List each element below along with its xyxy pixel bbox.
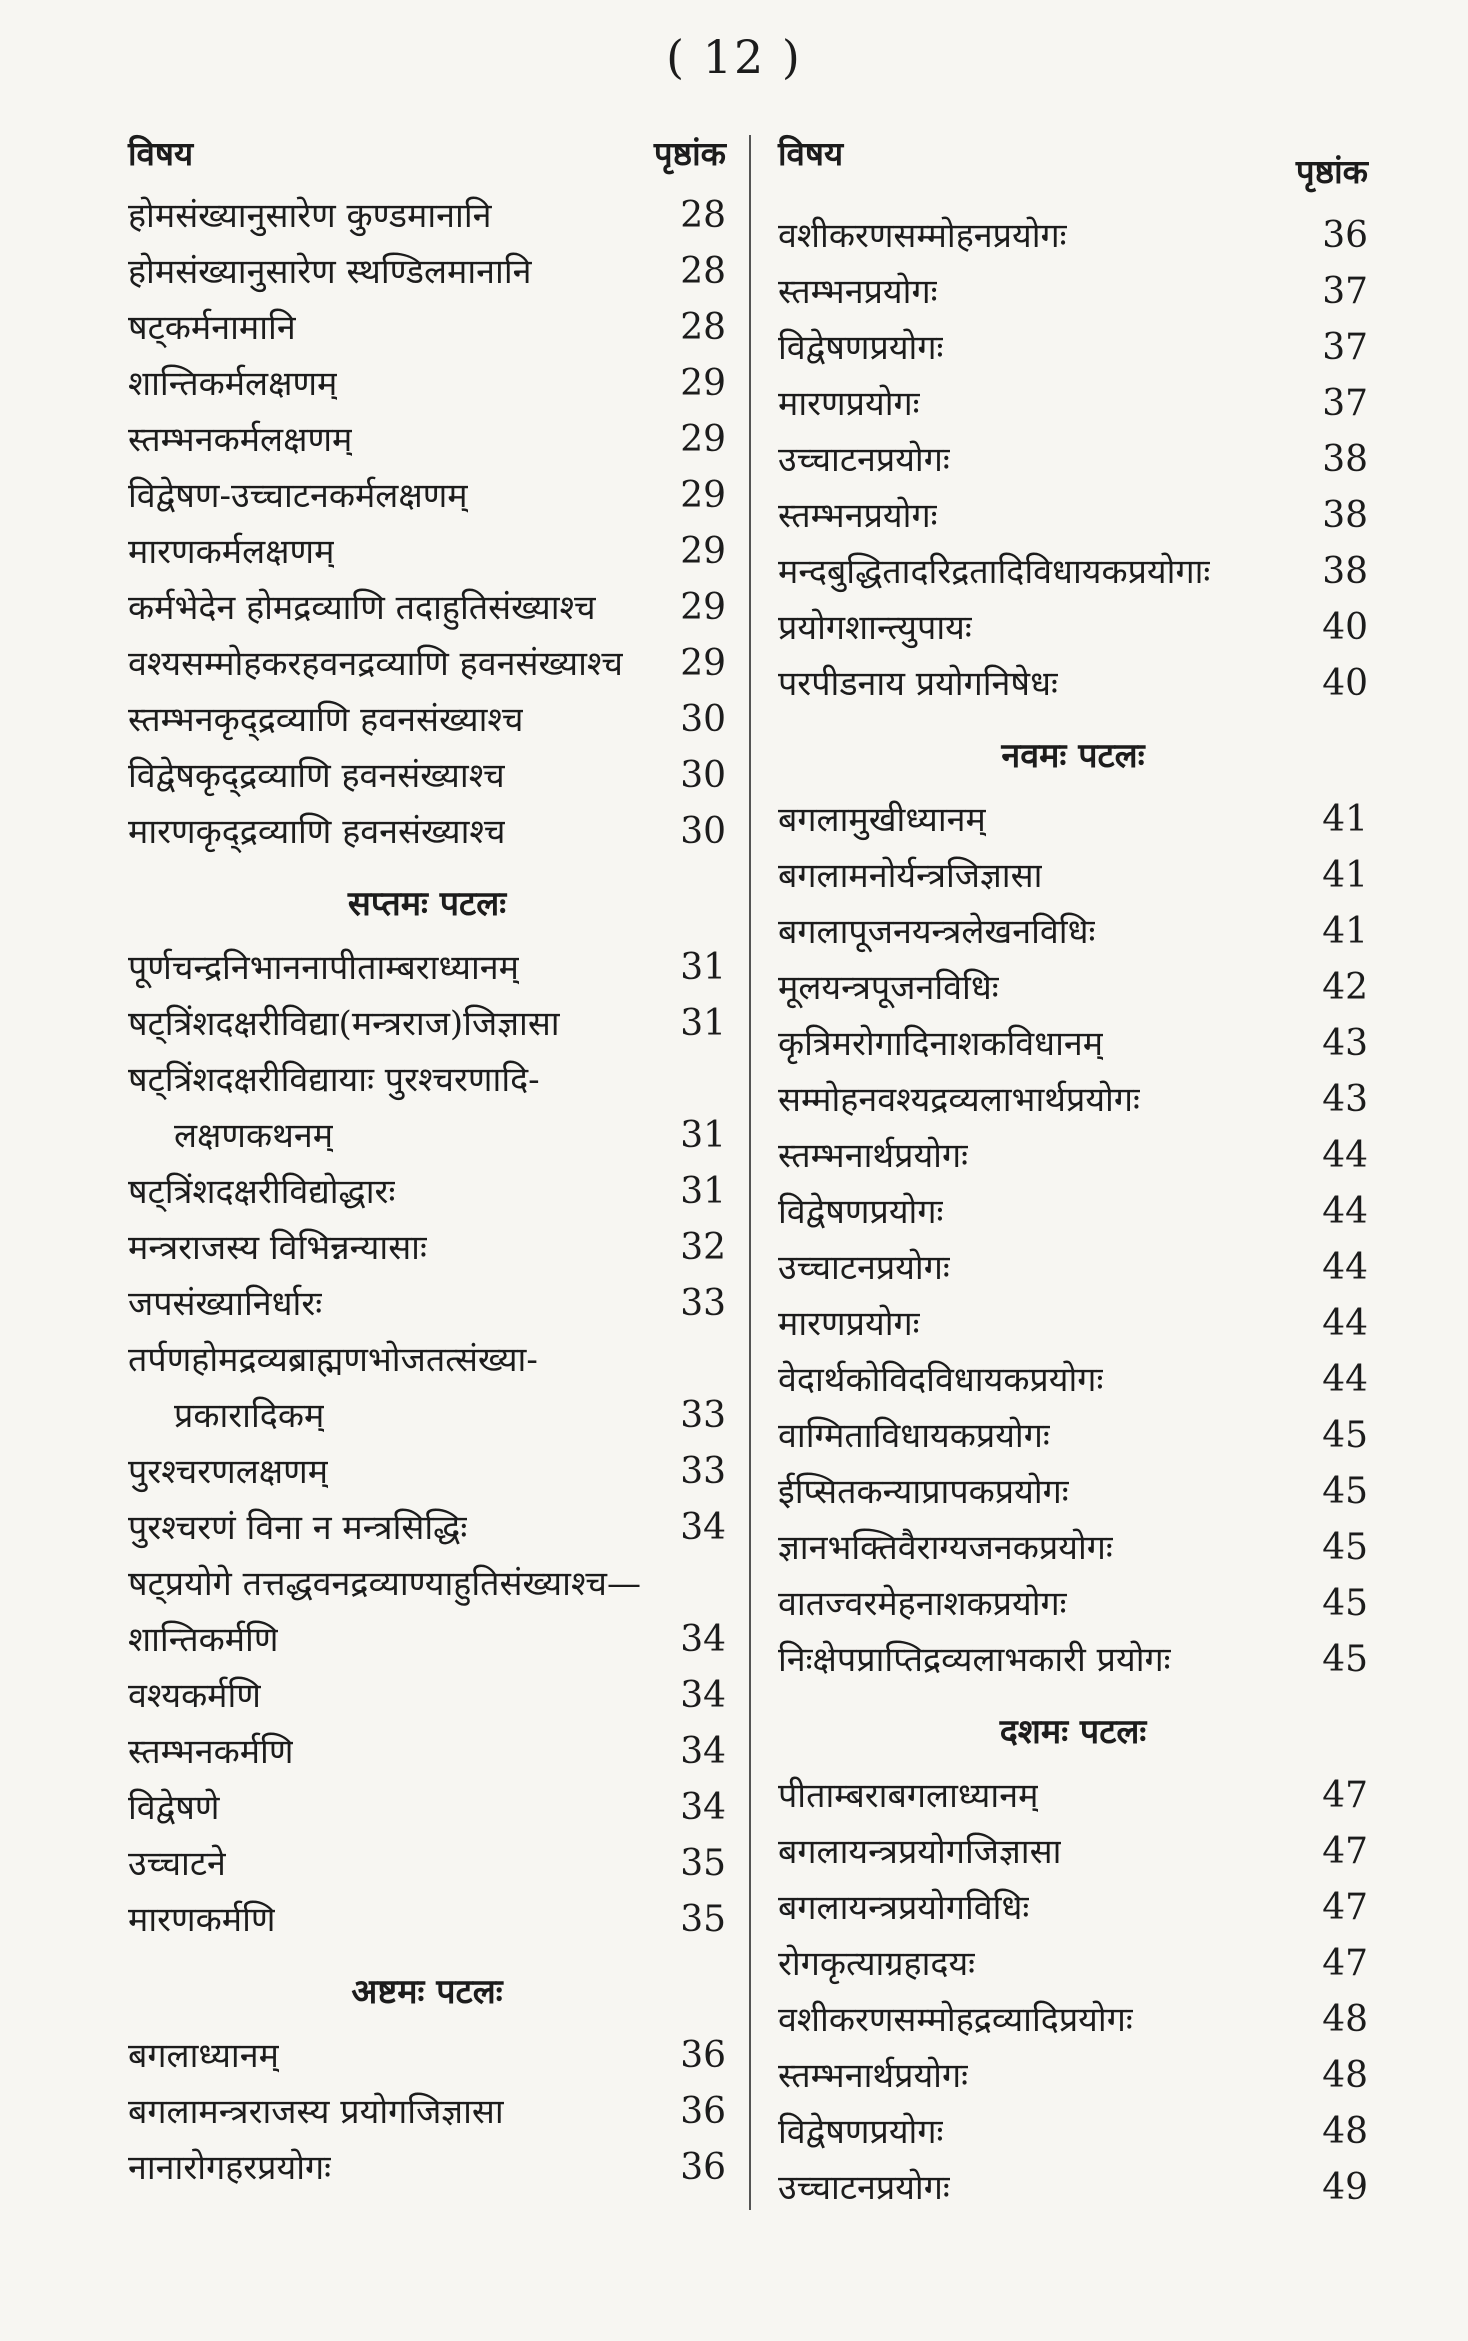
entry-page-number: 45 [1322,1639,1368,1680]
entry-title: स्तम्भनप्रयोगः [778,272,938,312]
toc-entry [128,1108,726,1164]
subject-heading: विषय [778,134,844,173]
entry-page-number: 30 [680,699,726,740]
toc-entry [128,300,726,356]
toc-entry [128,940,726,996]
entry-title: ज्ञानभक्तिवैराग्यजनकप्रयोगः [778,1528,1113,1568]
entry-title: पूर्णचन्द्रनिभाननापीताम्बराध्यानम् [128,948,519,988]
entry-page-number: 44 [1322,1135,1368,1176]
entry-title: मूलयन्त्रपूजनविधिः [778,968,999,1008]
section-heading: अष्टमः पटलः [351,1972,503,2012]
entry-title: षट्त्रिंशदक्षरीविद्यायाः पुरश्चरणादि- [128,1060,540,1100]
entry-page-number: 45 [1322,1583,1368,1624]
entry-page-number: 34 [680,1619,726,1660]
entry-title: मन्दबुद्धितादरिद्रतादिविधायकप्रयोगाः [778,552,1211,592]
entry-page-number: 45 [1322,1415,1368,1456]
entry-title: षट्त्रिंशदक्षरीविद्योद्धारः [128,1172,396,1212]
entry-page-number: 29 [680,363,726,404]
entry-page-number: 28 [680,195,726,236]
entry-page-number: 29 [680,419,726,460]
toc-entry [778,1184,1368,1240]
toc-entry [128,1332,726,1388]
entry-title: वशीकरणसम्मोहनप्रयोगः [778,216,1067,256]
entry-title: मारणकर्मलक्षणम् [128,532,335,572]
entry-page-number: 44 [1322,1303,1368,1344]
entry-title: विद्वेषणप्रयोगः [778,2112,944,2152]
entry-page-number: 28 [680,307,726,348]
entry-title: जपसंख्यानिर्धारः [128,1284,323,1324]
entry-title: प्रयोगशान्त्युपायः [778,608,972,648]
toc-entry [128,1892,726,1948]
entry-page-number: 33 [680,1395,726,1436]
toc-entry [778,2104,1368,2160]
page-heading: पृष्ठांक [1295,152,1368,191]
entry-title: विद्वेषणप्रयोगः [778,328,944,368]
toc-entry [128,1724,726,1780]
entry-page-number: 40 [1322,607,1368,648]
entry-title: वाग्मिताविधायकप्रयोगः [778,1416,1050,1456]
entry-title: वशीकरणसम्मोहद्रव्यादिप्रयोगः [778,2000,1133,2040]
toc-entry [128,804,726,860]
entry-page-number: 29 [680,587,726,628]
toc-entry [128,468,726,524]
entry-title: विद्वेषण-उच्चाटनकर्मलक्षणम् [128,476,468,516]
entry-title: तर्पणहोमद्रव्यब्राह्मणभोजतत्संख्या- [128,1340,538,1380]
toc-entry [778,1016,1368,1072]
entry-title: पीताम्बराबगलाध्यानम् [778,1776,1039,1816]
toc-entry [128,1052,726,1108]
entry-page-number: 41 [1322,855,1368,896]
toc-entry [128,1164,726,1220]
entry-title: स्तम्भनार्थप्रयोगः [778,1136,968,1176]
entry-title: वश्यकर्मणि [128,1676,261,1716]
section-heading: नवमः पटलः [1001,736,1145,776]
entry-title: नानारोगहरप्रयोगः [128,2148,332,2188]
toc-entry [778,600,1368,656]
entry-page-number: 29 [680,643,726,684]
toc-entry [778,264,1368,320]
toc-entry [778,1768,1368,1824]
toc-entry [128,1556,726,1612]
toc-entry [778,1936,1368,1992]
toc-entry [128,1836,726,1892]
toc-entry [778,1520,1368,1576]
left-column [128,130,726,2196]
left-column-header [128,130,726,188]
entry-title: मन्त्रराजस्य विभिन्नन्यासाः [128,1228,427,1268]
toc-entry [128,580,726,636]
entry-page-number: 47 [1322,1943,1368,1984]
toc-entry [128,2084,726,2140]
entry-title: शान्तिकर्मणि [128,1620,279,1660]
entry-title: सम्मोहनवश्यद्रव्यलाभार्थप्रयोगः [778,1080,1140,1120]
toc-entry [778,1128,1368,1184]
entry-page-number: 47 [1322,1887,1368,1928]
entry-title: उच्चाटनप्रयोगः [778,2168,950,2208]
toc-entry [128,1500,726,1556]
entry-title: शान्तिकर्मलक्षणम् [128,364,338,404]
entry-title: षट्प्रयोगे तत्तद्धवनद्रव्याण्याहुतिसंख्याश्च— [128,1564,641,1604]
toc-entry [128,1388,726,1444]
entry-title: होमसंख्यानुसारेण स्थण्डिलमानानि [128,252,532,292]
entry-title: पुरश्चरणलक्षणम् [128,1452,329,1492]
toc-entry [128,748,726,804]
entry-title: स्तम्भनप्रयोगः [778,496,938,536]
entry-title: उच्चाटनप्रयोगः [778,1248,950,1288]
toc-entry [778,904,1368,960]
entry-title: वातज्वरमेहनाशकप्रयोगः [778,1584,1067,1624]
entry-title: स्तम्भनकर्मलक्षणम् [128,420,353,460]
toc-entry [778,1408,1368,1464]
left-group-2 [128,940,726,1948]
entry-title: कर्मभेदेन होमद्रव्याणि तदाहुतिसंख्याश्च [128,588,596,628]
entry-title: मारणप्रयोगः [778,1304,920,1344]
left-group-1 [128,188,726,860]
entry-page-number: 32 [680,1227,726,1268]
entry-title: ईप्सितकन्याप्रापकप्रयोगः [778,1472,1069,1512]
entry-title: निःक्षेपप्राप्तिद्रव्यलाभकारी प्रयोगः [778,1640,1171,1680]
toc-entry [778,960,1368,1016]
toc-entry [128,636,726,692]
toc-entry [128,1220,726,1276]
entry-title: पुरश्चरणं विना न मन्त्रसिद्धिः [128,1508,468,1548]
entry-title: बगलामन्त्रराजस्य प्रयोगजिज्ञासा [128,2092,504,2132]
toc-entry [778,2160,1368,2216]
toc-entry [128,2140,726,2196]
section-heading: सप्तमः पटलः [347,884,507,924]
entry-page-number: 31 [680,1115,726,1156]
entry-page-number: 29 [680,531,726,572]
entry-title: उच्चाटने [128,1844,226,1884]
toc-entry [778,1824,1368,1880]
toc-entry [778,656,1368,712]
toc-entry [128,1780,726,1836]
entry-title: होमसंख्यानुसारेण कुण्डमानानि [128,196,492,236]
toc-entry [778,792,1368,848]
entry-page-number: 34 [680,1787,726,1828]
entry-page-number: 37 [1322,383,1368,424]
entry-page-number: 48 [1322,1999,1368,2040]
entry-title: स्तम्भनार्थप्रयोगः [778,2056,968,2096]
right-group-1 [778,208,1368,712]
entry-page-number: 45 [1322,1471,1368,1512]
toc-entry [778,1880,1368,1936]
entry-page-number: 38 [1322,551,1368,592]
entry-page-number: 28 [680,251,726,292]
entry-page-number: 41 [1322,911,1368,952]
entry-page-number: 34 [680,1507,726,1548]
entry-page-number: 31 [680,947,726,988]
entry-title: बगलामनोर्यन्त्रजिज्ञासा [778,856,1043,896]
entry-page-number: 38 [1322,495,1368,536]
toc-entry [128,1276,726,1332]
entry-title: मारणप्रयोगः [778,384,920,424]
toc-entry [778,1464,1368,1520]
entry-title: प्रकारादिकम् [174,1396,325,1436]
entry-page-number: 47 [1322,1831,1368,1872]
toc-entry [778,376,1368,432]
toc-entry [128,524,726,580]
entry-title: वश्यसम्मोहकरहवनद्रव्याणि हवनसंख्याश्च [128,644,623,684]
left-group-3 [128,2028,726,2196]
entry-page-number: 44 [1322,1359,1368,1400]
toc-entry [778,1072,1368,1128]
entry-title: उच्चाटनप्रयोगः [778,440,950,480]
entry-title: बगलायन्त्रप्रयोगजिज्ञासा [778,1832,1062,1872]
entry-page-number: 35 [680,1899,726,1940]
toc-entry [778,1240,1368,1296]
entry-page-number: 40 [1322,663,1368,704]
entry-title: परपीडनाय प्रयोगनिषेधः [778,664,1058,704]
toc-entry [778,488,1368,544]
entry-page-number: 36 [680,2091,726,2132]
entry-page-number: 34 [680,1675,726,1716]
entry-page-number: 33 [680,1283,726,1324]
entry-title: षट्कर्मनामानि [128,308,296,348]
entry-title: मारणकर्मणि [128,1900,276,1940]
entry-page-number: 44 [1322,1191,1368,1232]
toc-entry [778,1296,1368,1352]
entry-title: वेदार्थकोविदविधायकप्रयोगः [778,1360,1104,1400]
entry-page-number: 34 [680,1731,726,1772]
entry-page-number: 30 [680,755,726,796]
toc-entry [778,320,1368,376]
toc-entry [778,544,1368,600]
entry-page-number: 38 [1322,439,1368,480]
right-column [778,130,1368,2216]
entry-page-number: 43 [1322,1023,1368,1064]
toc-entry [128,412,726,468]
toc-entry [128,2028,726,2084]
toc-entry [778,432,1368,488]
right-column-header [778,130,1368,208]
right-group-2 [778,792,1368,1688]
entry-page-number: 37 [1322,327,1368,368]
toc-entry [778,848,1368,904]
entry-title: विद्वेषणे [128,1788,220,1828]
entry-page-number: 49 [1322,2167,1368,2208]
subject-heading: विषय [128,134,194,173]
toc-entry [128,1668,726,1724]
entry-title: लक्षणकथनम् [174,1116,334,1156]
entry-page-number: 31 [680,1003,726,1044]
column-divider [749,135,751,2210]
toc-entry [128,1444,726,1500]
entry-page-number: 41 [1322,799,1368,840]
entry-title: बगलामुखीध्यानम् [778,800,986,840]
toc-entry [128,244,726,300]
entry-title: बगलाध्यानम् [128,2036,279,2076]
entry-title: बगलायन्त्रप्रयोगविधिः [778,1888,1030,1928]
entry-page-number: 36 [680,2147,726,2188]
toc-entry [128,1612,726,1668]
toc-entry [128,996,726,1052]
entry-page-number: 36 [1322,215,1368,256]
right-group-3 [778,1768,1368,2216]
toc-entry [128,188,726,244]
entry-page-number: 48 [1322,2055,1368,2096]
toc-entry [778,1576,1368,1632]
page-number: ( 12 ) [666,30,802,84]
entry-page-number: 29 [680,475,726,516]
entry-page-number: 37 [1322,271,1368,312]
entry-page-number: 48 [1322,2111,1368,2152]
entry-title: कृत्रिमरोगादिनाशकविधानम् [778,1024,1104,1064]
entry-title: विद्वेषकृद्द्रव्याणि हवनसंख्याश्च [128,756,505,796]
toc-entry [778,1632,1368,1688]
entry-title: स्तम्भनकर्मणि [128,1732,294,1772]
entry-title: मारणकृद्द्रव्याणि हवनसंख्याश्च [128,812,506,852]
entry-title: स्तम्भनकृद्द्रव्याणि हवनसंख्याश्च [128,700,524,740]
entry-title: षट्त्रिंशदक्षरीविद्या(मन्त्रराज)जिज्ञासा [128,1004,560,1044]
entry-page-number: 42 [1322,967,1368,1008]
section-heading: दशमः पटलः [999,1712,1147,1752]
entry-page-number: 31 [680,1171,726,1212]
toc-entry [778,1352,1368,1408]
toc-entry [128,356,726,412]
toc-entry [778,1992,1368,2048]
page-heading: पृष्ठांक [653,134,726,173]
toc-entry [778,2048,1368,2104]
toc-entry [128,692,726,748]
entry-page-number: 45 [1322,1527,1368,1568]
entry-page-number: 47 [1322,1775,1368,1816]
entry-page-number: 35 [680,1843,726,1884]
entry-page-number: 44 [1322,1247,1368,1288]
entry-title: रोगकृत्याग्रहादयः [778,1944,976,1984]
entry-page-number: 43 [1322,1079,1368,1120]
entry-page-number: 30 [680,811,726,852]
toc-entry [778,208,1368,264]
entry-page-number: 36 [680,2035,726,2076]
entry-title: बगलापूजनयन्त्रलेखनविधिः [778,912,1096,952]
entry-title: विद्वेषणप्रयोगः [778,1192,944,1232]
entry-page-number: 33 [680,1451,726,1492]
